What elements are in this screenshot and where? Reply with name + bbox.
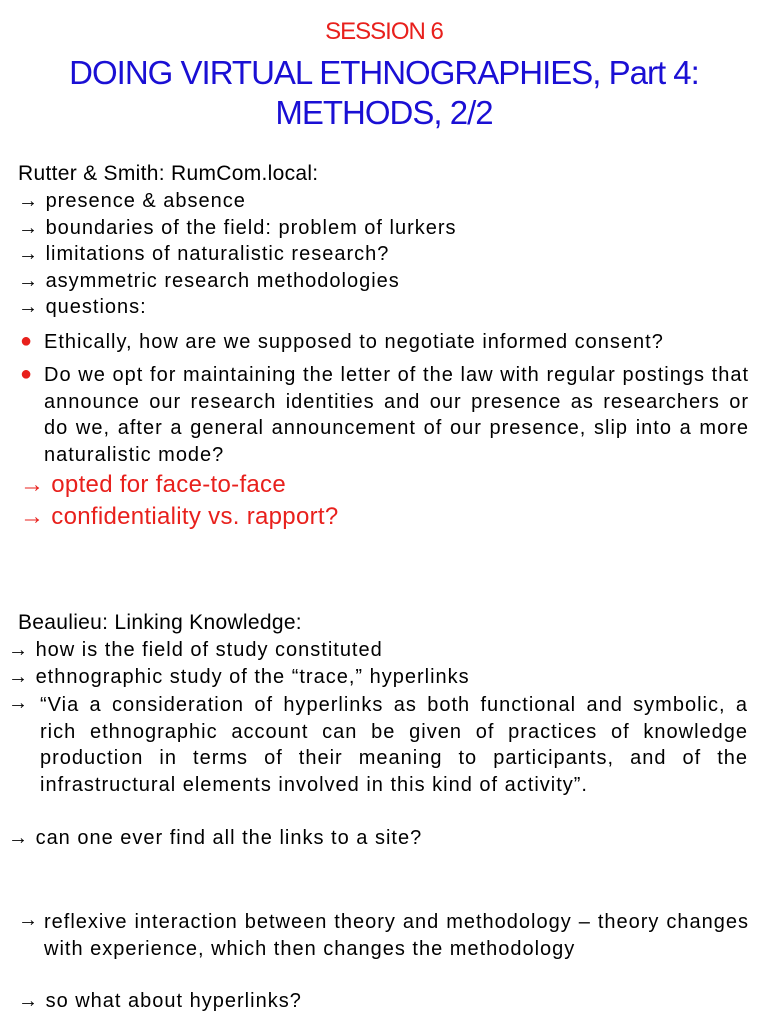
arrow-icon: → <box>18 990 39 1012</box>
bullet-icon: ● <box>20 330 33 352</box>
list-item-text: boundaries of the field: problem of lurkers <box>45 217 457 239</box>
list-item <box>18 243 389 266</box>
section1-heading: Rutter & Smith: RumCom.local: <box>18 162 319 185</box>
page-title-line1: DOING VIRTUAL ETHNOGRAPHIES, Part 4: <box>69 54 699 91</box>
session-label: SESSION 6 <box>325 18 443 45</box>
list-item-text: questions: <box>45 296 147 318</box>
bullet-icon: ● <box>20 363 33 385</box>
list-item-text: asymmetric research methodologies <box>45 270 400 292</box>
arrow-icon: → <box>18 217 39 239</box>
bullet-item: Do we opt for maintaining the letter of the law with regular postings that announce our research identities and our presence as researchers or do we, after a general announcement of our presence, slip into a more naturalistic mode? <box>44 364 749 466</box>
arrow-icon: → <box>8 666 29 688</box>
conclusion-item <box>20 503 339 531</box>
arrow-icon: → <box>8 827 29 849</box>
arrow-icon: → <box>8 639 29 661</box>
list-item <box>18 190 246 213</box>
list-item <box>18 217 457 240</box>
list-item <box>18 270 400 293</box>
list-item <box>8 666 470 689</box>
list-item: reflexive interaction between theory and methodology – theory changes with experience, which then changes the methodology <box>44 911 749 960</box>
arrow-icon: → <box>8 692 29 714</box>
arrow-icon: → <box>18 909 39 931</box>
list-item-text: so what about hyperlinks? <box>45 990 302 1012</box>
conclusion-text: opted for face-to-face <box>51 471 287 498</box>
list-item <box>18 990 302 1013</box>
conclusion-item <box>20 471 286 499</box>
list-item-text: ethnographic study of the “trace,” hyperlinks <box>35 666 470 688</box>
conclusion-text: confidentiality vs. rapport? <box>51 503 339 530</box>
arrow-icon: → <box>18 270 39 292</box>
list-item-text: how is the field of study constituted <box>35 639 383 661</box>
list-item <box>8 827 422 850</box>
bullet-item: Ethically, how are we supposed to negotiate informed consent? <box>44 331 664 353</box>
quote-item: “Via a consideration of hyperlinks as both functional and symbolic, a rich ethnographic account can be given of practices of knowledge production in terms of their meaning to participants, and of the infrastructural elements involved in this kind of activity”. <box>40 694 748 796</box>
list-item <box>8 639 383 662</box>
arrow-icon: → <box>20 471 45 498</box>
page-title-line2: METHODS, 2/2 <box>275 94 493 131</box>
list-item-text: limitations of naturalistic research? <box>45 243 390 265</box>
arrow-icon: → <box>18 243 39 265</box>
arrow-icon: → <box>20 503 45 530</box>
list-item-text: can one ever find all the links to a site? <box>35 827 423 849</box>
list-item <box>18 296 147 319</box>
section2-heading: Beaulieu: Linking Knowledge: <box>18 611 302 634</box>
arrow-icon: → <box>18 296 39 318</box>
arrow-icon: → <box>18 190 39 212</box>
list-item-text: presence & absence <box>45 190 246 212</box>
